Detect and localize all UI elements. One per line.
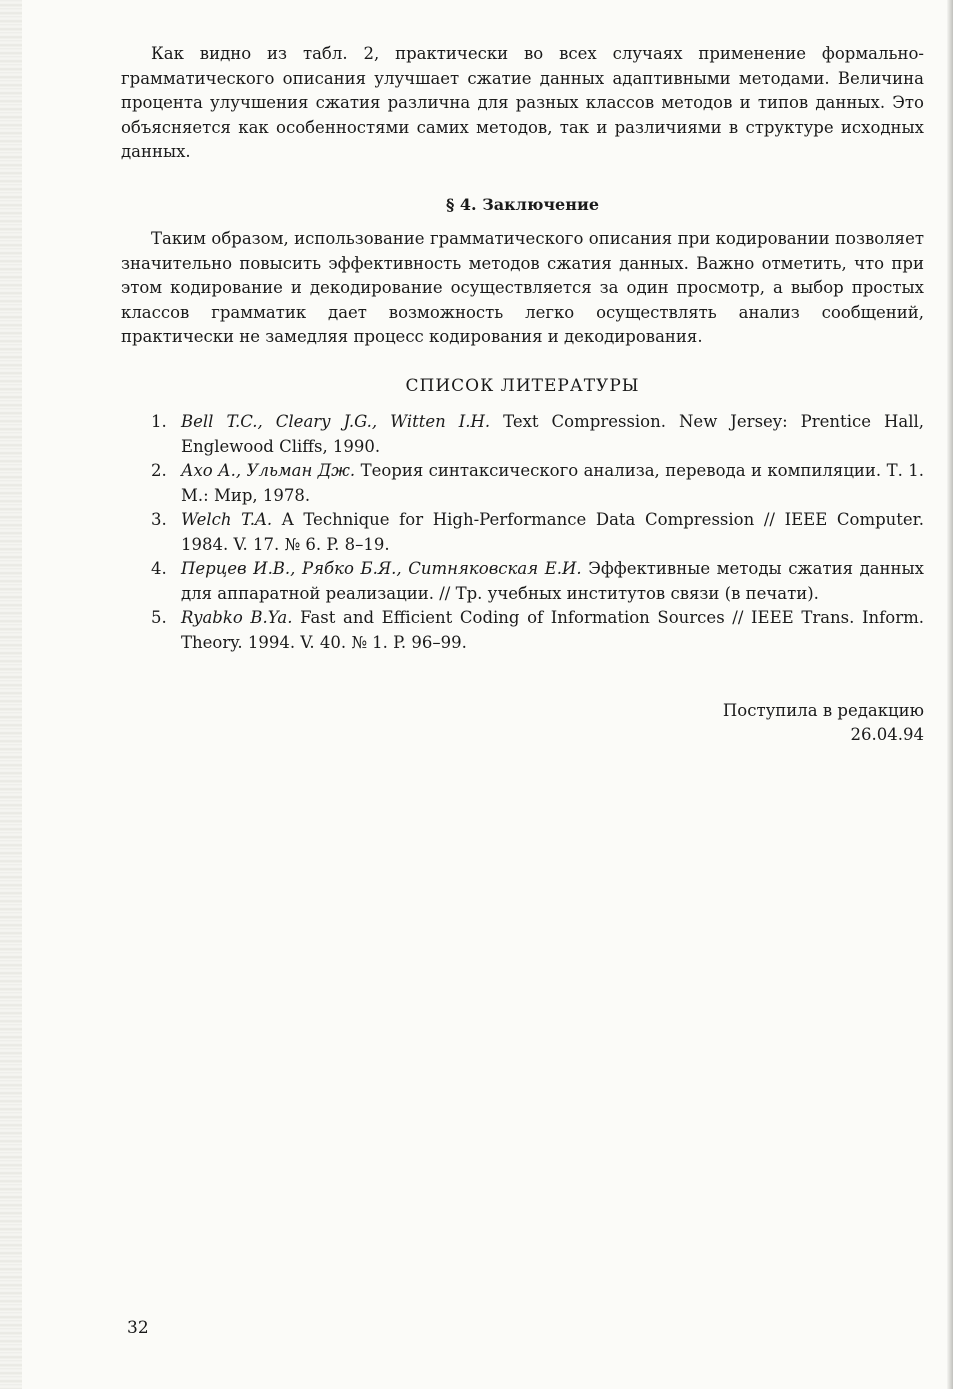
reference-number: 1. [151,412,167,431]
page-number: 32 [127,1318,149,1338]
references-heading: СПИСОК ЛИТЕРАТУРЫ [405,375,640,396]
reference-number: 5. [151,608,167,627]
reference-item [121,459,924,508]
conclusion-paragraph: Таким образом, использование грамматического описания при кодировании позволяет значительно повысить эффективность методов сжатия данных. Важно отметить, что при этом кодирование и декодирование осуществляется за один просмотр, а выбор простых классов грамматик дает возможность легко осуществлять анализ сообщений, практически не замедляя процесс кодирования и декодирования. [121,229,924,346]
reference-text: Text Compression. New Jersey: Prentice Hall, Englewood Cliffs, 1990. [181,412,924,456]
received-label: Поступила в редакцию [722,701,924,720]
reference-item [121,410,924,459]
reference-text: Теория синтаксического анализа, перевода и компиляции. Т. 1. М.: Мир, 1978. [181,461,924,505]
scan-edge-left [0,0,22,1389]
reference-authors: Bell T.C., Cleary J.G., Witten I.H. [181,412,491,431]
references-list [121,410,924,655]
reference-number: 2. [151,461,167,480]
reference-item [121,606,924,655]
section-heading: § 4. Заключение [445,194,599,214]
page-content [121,42,924,747]
received-note [121,699,924,747]
reference-authors: Перцев И.В., Рябко Б.Я., Ситняковская Е.И. [181,559,582,578]
received-date: 26.04.94 [850,725,924,744]
reference-authors: Ахо А., Ульман Дж. [181,461,356,480]
intro-paragraph: Как видно из табл. 2, практически во всех случаях применение формально-грамматического описания улучшает сжатие данных адаптивными методами. Величина процента улучшения сжатия различна для разных классов методов и типов данных. Это объясняется как особенностями самих методов, так и различиями в структуре исходных данных. [121,44,924,161]
reference-item [121,508,924,557]
reference-text: Fast and Efficient Coding of Information Sources // IEEE Trans. Inform. Theory. 1994. V. 40. № 1. P. 96–99. [181,608,924,652]
reference-text: Эффективные методы сжатия данных для аппаратной реализации. // Тр. учебных институтов связи (в печати). [181,559,924,603]
reference-text: A Technique for High-Performance Data Compression // IEEE Computer. 1984. V. 17. № 6. P. 8–19. [181,510,924,554]
reference-number: 3. [151,510,167,529]
reference-number: 4. [151,559,167,578]
reference-item [121,557,924,606]
reference-authors: Welch T.A. [181,510,273,529]
scan-edge-right [947,0,953,1389]
reference-authors: Ryabko B.Ya. [181,608,293,627]
